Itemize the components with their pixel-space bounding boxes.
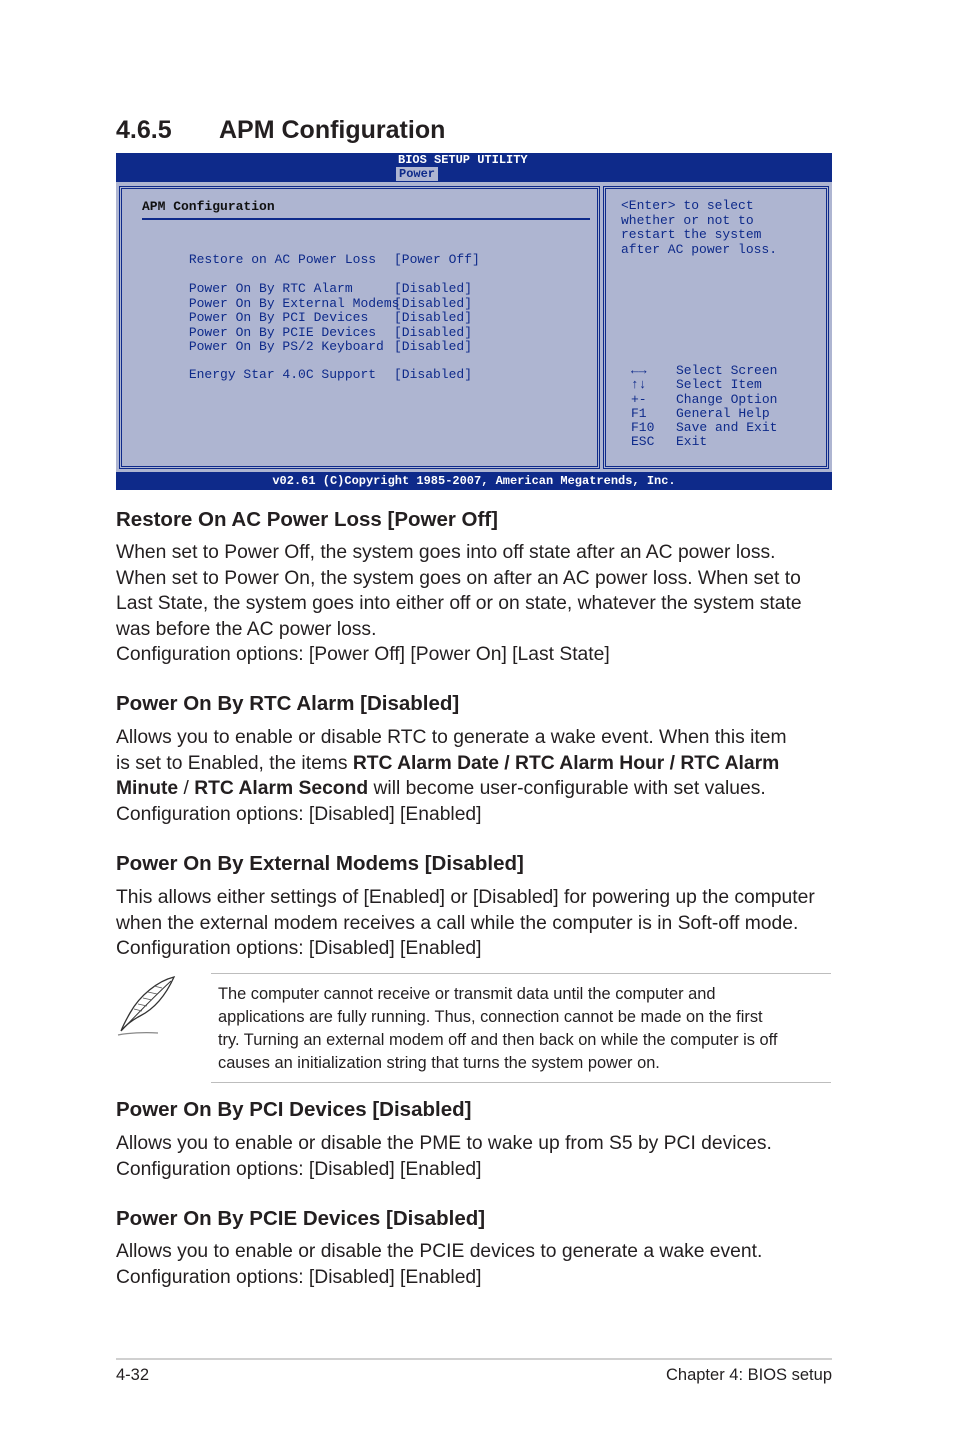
up-down-arrows-icon: ↑↓ bbox=[631, 377, 647, 393]
heading-external-modems: Power On By External Modems [Disabled] bbox=[116, 852, 524, 875]
note-bottom-rule bbox=[211, 1082, 831, 1083]
config-options: Configuration options: [Disabled] [Enabled] bbox=[116, 1266, 482, 1288]
bios-item-label: Power On By RTC Alarm bbox=[188, 281, 353, 296]
bios-item-label: Power On By External Modems bbox=[188, 295, 400, 311]
section-title bbox=[116, 116, 445, 145]
bios-item-label: Power On By PCI Devices bbox=[188, 310, 369, 325]
note-text bbox=[218, 983, 828, 1075]
tab-power[interactable]: Power bbox=[396, 167, 438, 181]
bold-term: RTC Alarm bbox=[680, 752, 780, 774]
separator: / bbox=[178, 778, 195, 799]
text-line: The computer cannot receive or transmit data until the computer and bbox=[218, 985, 716, 1003]
bios-help-text bbox=[621, 199, 821, 257]
text-line: try. Turning an external modem off and then back on while the computer is off bbox=[218, 1031, 778, 1049]
help-line: whether or not to bbox=[621, 212, 754, 228]
text-line: Allows you to enable or disable the PME to wake up from S5 by PCI devices. bbox=[116, 1133, 772, 1154]
key-desc: General Help bbox=[676, 405, 770, 421]
text-line bbox=[116, 776, 836, 802]
config-options: Configuration options: [Power Off] [Power On] [Last State] bbox=[116, 644, 610, 665]
bold-term: Minute bbox=[116, 778, 179, 799]
feather-quill-icon bbox=[114, 973, 180, 1039]
text-line: This allows either settings of [Enabled] or [Disabled] for powering up the computer bbox=[116, 887, 815, 908]
text-line: Last State, the system goes into either off or on state, whatever the system state bbox=[116, 593, 802, 614]
text-span: is set to Enabled, the items bbox=[116, 752, 353, 774]
bios-settings-pane bbox=[119, 186, 600, 469]
heading-restore-ac-power-loss: Restore On AC Power Loss [Power Off] bbox=[116, 508, 498, 531]
text-line: Allows you to enable or disable RTC to generate a wake event. When this item bbox=[116, 727, 787, 748]
bios-item-value[interactable]: [Disabled] bbox=[394, 281, 473, 296]
bios-item-label: Restore on AC Power Loss bbox=[188, 252, 377, 267]
bold-term: RTC Alarm Second bbox=[194, 778, 369, 799]
key-desc: Change Option bbox=[676, 391, 778, 407]
text-line: was before the AC power loss. bbox=[116, 618, 377, 640]
key-label: F10 bbox=[631, 420, 655, 436]
config-options: Configuration options: [Disabled] [Enabled] bbox=[116, 1158, 482, 1180]
section-title-text: APM Configuration bbox=[219, 116, 446, 144]
text-span: will become user-configurable with set values. bbox=[368, 778, 766, 799]
chapter-label: Chapter 4: BIOS setup bbox=[665, 1366, 832, 1384]
paragraph-rtc-alarm bbox=[116, 725, 836, 827]
help-line: after AC power loss. bbox=[621, 241, 778, 257]
key-desc: Save and Exit bbox=[676, 420, 778, 436]
key-label: F1 bbox=[631, 405, 647, 421]
text-line: causes an initialization string that turns the system power on. bbox=[218, 1054, 660, 1072]
page-number: 4-32 bbox=[116, 1366, 150, 1384]
text-line: applications are fully running. Thus, connection cannot be made on the first bbox=[218, 1008, 763, 1026]
bios-item-value[interactable]: [Disabled] bbox=[394, 310, 473, 325]
heading-pcie-devices: Power On By PCIE Devices [Disabled] bbox=[116, 1207, 486, 1230]
key-desc: Select Screen bbox=[676, 363, 778, 378]
key-label: ESC bbox=[631, 434, 655, 450]
separator: / bbox=[664, 752, 681, 774]
text-line: when the external modem receives a call while the computer is in Soft-off mode. bbox=[116, 912, 799, 934]
config-options: Configuration options: [Disabled] [Enabled] bbox=[116, 803, 482, 825]
bold-term: RTC Alarm Date bbox=[352, 752, 499, 774]
note-top-rule bbox=[211, 973, 831, 974]
bios-item-label: Energy Star 4.0C Support bbox=[188, 367, 377, 382]
left-right-arrows-icon: ←→ bbox=[631, 363, 647, 378]
paragraph-pcie-devices bbox=[116, 1239, 836, 1290]
bold-term: RTC Alarm Hour bbox=[515, 752, 665, 774]
key-label: +- bbox=[631, 391, 647, 407]
paragraph-pci-devices bbox=[116, 1131, 836, 1182]
bios-pane-title: APM Configuration bbox=[142, 199, 275, 214]
bios-help-pane bbox=[603, 186, 829, 469]
bios-item-label: Power On By PCIE Devices bbox=[188, 324, 377, 340]
footer-rule bbox=[116, 1358, 832, 1360]
heading-pci-devices: Power On By PCI Devices [Disabled] bbox=[116, 1098, 472, 1121]
heading-rtc-alarm: Power On By RTC Alarm [Disabled] bbox=[116, 692, 460, 715]
bios-item-value[interactable]: [Disabled] bbox=[394, 339, 473, 354]
text-line bbox=[116, 751, 836, 777]
key-desc: Exit bbox=[676, 434, 708, 450]
bios-header bbox=[116, 153, 832, 182]
paragraph-external-modems bbox=[116, 885, 836, 962]
key-desc: Select Item bbox=[676, 377, 762, 393]
bios-item-value[interactable]: [Disabled] bbox=[394, 367, 473, 382]
bios-item-energy-star[interactable] bbox=[142, 352, 473, 397]
divider bbox=[142, 218, 590, 220]
text-line: When set to Power Off, the system goes into off state after an AC power loss. bbox=[116, 542, 776, 563]
section-number: 4.6.5 bbox=[116, 116, 172, 144]
bios-item-value[interactable]: [Disabled] bbox=[394, 295, 473, 311]
help-line: restart the system bbox=[621, 227, 762, 242]
bios-copyright-footer: v02.61 (C)Copyright 1985-2007, American Megatrends, Inc. bbox=[116, 472, 832, 490]
help-line: <Enter> to select bbox=[621, 198, 754, 213]
bios-item-value[interactable]: [Power Off] bbox=[394, 252, 480, 267]
bios-item-label: Power On By PS/2 Keyboard bbox=[188, 339, 384, 354]
text-line: Allows you to enable or disable the PCIE devices to generate a wake event. bbox=[116, 1241, 763, 1262]
paragraph-restore-ac-power-loss bbox=[116, 540, 836, 668]
separator: / bbox=[498, 752, 516, 774]
config-options: Configuration options: [Disabled] [Enabled] bbox=[116, 938, 482, 959]
bios-item-value[interactable]: [Disabled] bbox=[394, 324, 473, 340]
bios-header-title: BIOS SETUP UTILITY bbox=[398, 153, 528, 167]
text-line: When set to Power On, the system goes on after an AC power loss. When set to bbox=[116, 567, 801, 589]
bios-screenshot bbox=[116, 153, 832, 490]
